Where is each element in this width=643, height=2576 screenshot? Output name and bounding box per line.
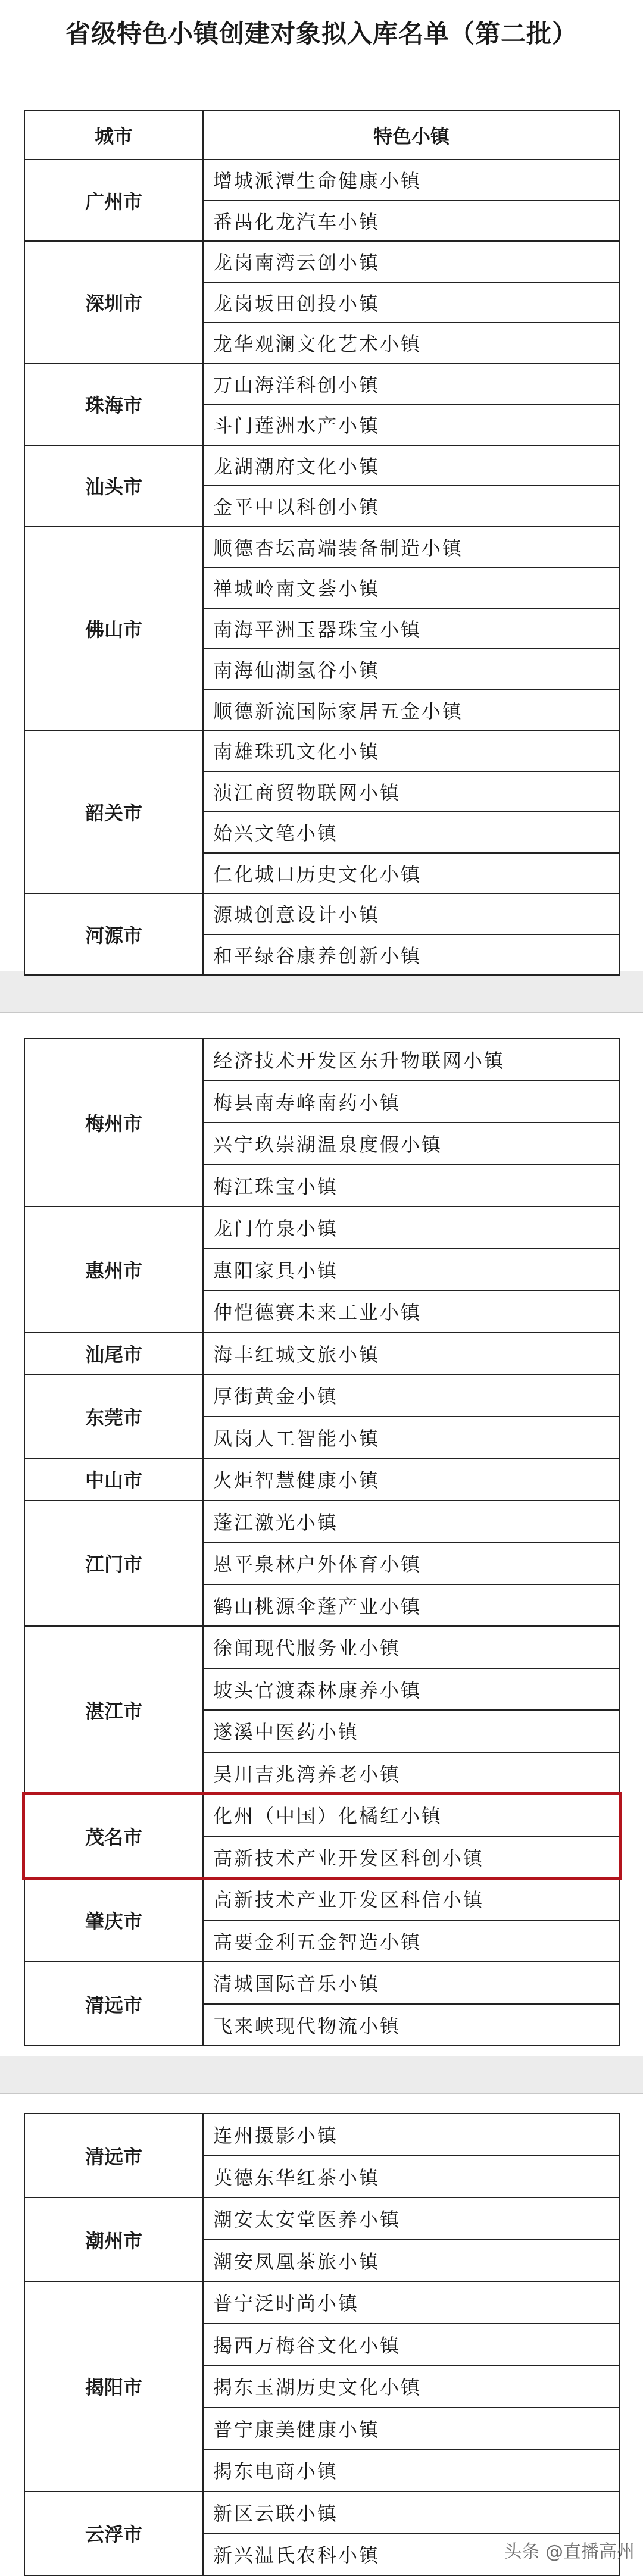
city-cell: 清远市 [24, 1962, 203, 2046]
town-cell: 化州（中国）化橘红小镇 [203, 1794, 620, 1836]
town-cell: 仁化城口历史文化小镇 [203, 853, 620, 894]
town-cell: 揭西万梅谷文化小镇 [203, 2324, 620, 2366]
town-cell: 厚街黄金小镇 [203, 1374, 620, 1417]
table-row [24, 364, 620, 405]
town-cell: 始兴文笔小镇 [203, 812, 620, 853]
town-cell: 梅江珠宝小镇 [203, 1165, 620, 1207]
town-cell: 鹤山桃源伞蓬产业小镇 [203, 1584, 620, 1627]
town-cell: 遂溪中医药小镇 [203, 1710, 620, 1752]
town-cell: 蓬江激光小镇 [203, 1500, 620, 1543]
table-row [24, 1206, 620, 1249]
town-cell: 龙门竹泉小镇 [203, 1206, 620, 1249]
town-cell: 龙岗南湾云创小镇 [203, 241, 620, 282]
city-cell: 揭阳市 [24, 2281, 203, 2491]
town-cell: 和平绿谷康养创新小镇 [203, 934, 620, 976]
town-cell: 凤岗人工智能小镇 [203, 1417, 620, 1459]
table-row [24, 2197, 620, 2240]
town-cell: 潮安太安堂医养小镇 [203, 2197, 620, 2240]
table-row [24, 527, 620, 568]
table-row [24, 2281, 620, 2324]
town-cell: 潮安凤凰茶旅小镇 [203, 2240, 620, 2282]
city-cell: 肇庆市 [24, 1878, 203, 1962]
town-cell: 梅县南寿峰南药小镇 [203, 1081, 620, 1123]
town-cell: 源城创意设计小镇 [203, 893, 620, 934]
city-cell: 深圳市 [24, 241, 203, 364]
city-cell: 潮州市 [24, 2197, 203, 2281]
town-cell: 吴川吉兆湾养老小镇 [203, 1752, 620, 1795]
town-cell: 海丰红城文旅小镇 [203, 1333, 620, 1375]
town-cell: 南海仙湖氢谷小镇 [203, 649, 620, 690]
city-cell: 佛山市 [24, 527, 203, 731]
city-cell: 湛江市 [24, 1626, 203, 1794]
town-cell: 惠阳家具小镇 [203, 1249, 620, 1291]
city-cell: 云浮市 [24, 2491, 203, 2575]
town-cell: 高新技术产业开发区科创小镇 [203, 1836, 620, 1878]
city-cell: 清远市 [24, 2114, 203, 2197]
table-row [24, 1626, 620, 1668]
table-row [24, 241, 620, 282]
town-cell: 揭东电商小镇 [203, 2449, 620, 2491]
table-row [24, 1962, 620, 2004]
city-cell: 河源市 [24, 893, 203, 975]
town-cell: 龙岗坂田创投小镇 [203, 282, 620, 323]
city-cell: 韶关市 [24, 730, 203, 893]
table-row [24, 1500, 620, 1543]
town-cell: 揭东玉湖历史文化小镇 [203, 2365, 620, 2408]
town-cell: 恩平泉林户外体育小镇 [203, 1542, 620, 1584]
town-cell: 顺德新流国际家居五金小镇 [203, 690, 620, 731]
table-row [24, 160, 620, 201]
town-cell: 英德东华红茶小镇 [203, 2156, 620, 2198]
town-cell: 高要金利五金智造小镇 [203, 1920, 620, 1962]
table-row [24, 2114, 620, 2156]
town-cell: 斗门莲洲水产小镇 [203, 404, 620, 445]
table-row [24, 1039, 620, 1081]
table-row [24, 893, 620, 934]
town-cell: 兴宁玖崇湖温泉度假小镇 [203, 1123, 620, 1165]
town-cell: 增城派潭生命健康小镇 [203, 160, 620, 201]
city-cell: 东莞市 [24, 1374, 203, 1458]
table-row [24, 1794, 620, 1836]
page-separator-2 [0, 2093, 643, 2094]
town-cell: 仲恺德赛未来工业小镇 [203, 1290, 620, 1333]
town-cell: 连州摄影小镇 [203, 2114, 620, 2156]
town-cell: 飞来峡现代物流小镇 [203, 2004, 620, 2046]
town-cell: 普宁康美健康小镇 [203, 2408, 620, 2450]
city-cell: 汕尾市 [24, 1333, 203, 1375]
table-row [24, 1458, 620, 1500]
town-cell: 普宁泛时尚小镇 [203, 2281, 620, 2324]
town-cell: 经济技术开发区东升物联网小镇 [203, 1039, 620, 1081]
city-cell: 中山市 [24, 1458, 203, 1500]
town-table-page-3 [24, 2113, 620, 2576]
table-row [24, 730, 620, 771]
page-gap-2 [0, 2056, 643, 2094]
table-header-row [24, 111, 620, 160]
page-gap-1 [0, 971, 643, 1013]
town-cell: 番禺化龙汽车小镇 [203, 201, 620, 242]
document-title: 省级特色小镇创建对象拟入库名单（第二批） [65, 19, 578, 48]
city-cell: 茂名市 [24, 1794, 203, 1878]
table-row [24, 2491, 620, 2534]
town-cell: 金平中以科创小镇 [203, 486, 620, 527]
town-cell: 万山海洋科创小镇 [203, 364, 620, 405]
town-cell: 高新技术产业开发区科信小镇 [203, 1878, 620, 1920]
watermark: 头条 @直播高州 [504, 2541, 635, 2562]
town-cell: 徐闻现代服务业小镇 [203, 1626, 620, 1668]
city-cell: 江门市 [24, 1500, 203, 1627]
city-cell: 惠州市 [24, 1206, 203, 1333]
town-cell: 顺德杏坛高端装备制造小镇 [203, 527, 620, 568]
town-cell: 禅城岭南文荟小镇 [203, 567, 620, 608]
city-cell: 珠海市 [24, 364, 203, 445]
town-cell: 龙湖潮府文化小镇 [203, 445, 620, 486]
town-table-page-1 [24, 110, 620, 976]
city-cell: 汕头市 [24, 445, 203, 527]
town-cell: 新区云联小镇 [203, 2491, 620, 2534]
town-table-page-2 [24, 1038, 620, 2046]
town-cell: 坡头官渡森林康养小镇 [203, 1668, 620, 1711]
city-cell: 广州市 [24, 160, 203, 241]
town-cell: 龙华观澜文化艺术小镇 [203, 323, 620, 364]
town-cell: 浈江商贸物联网小镇 [203, 771, 620, 812]
city-cell: 梅州市 [24, 1039, 203, 1206]
table-row [24, 1374, 620, 1417]
header-town: 特色小镇 [203, 111, 620, 160]
header-city: 城市 [24, 111, 203, 160]
town-cell: 火炬智慧健康小镇 [203, 1458, 620, 1500]
table-row [24, 1333, 620, 1375]
table-row [24, 445, 620, 486]
town-cell: 南海平洲玉器珠宝小镇 [203, 608, 620, 649]
town-cell: 清城国际音乐小镇 [203, 1962, 620, 2004]
town-cell: 新兴温氏农科小镇 [203, 2533, 620, 2575]
page-separator-1 [0, 1012, 643, 1013]
table-row [24, 1878, 620, 1920]
town-cell: 南雄珠玑文化小镇 [203, 730, 620, 771]
